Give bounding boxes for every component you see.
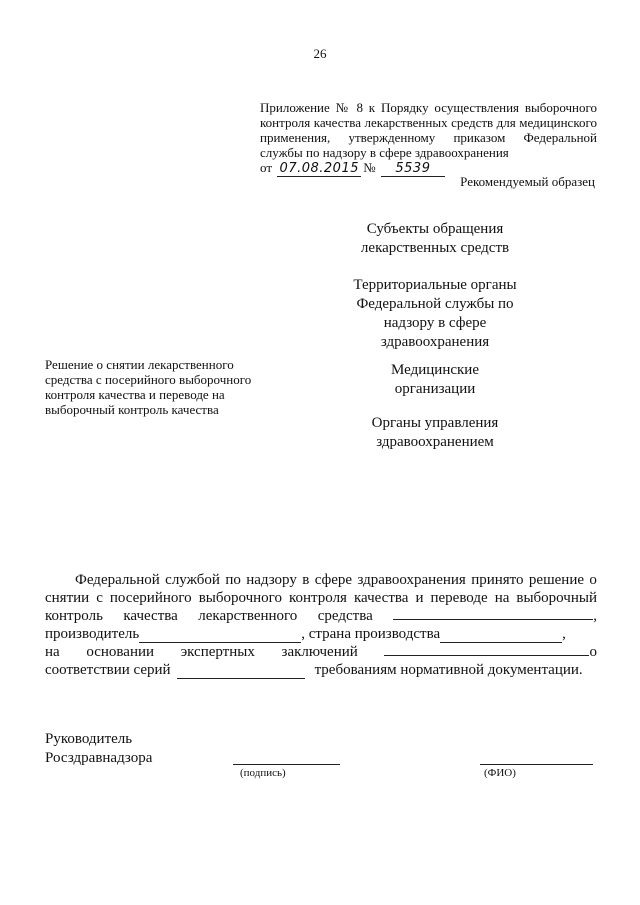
name-line[interactable] xyxy=(480,764,593,765)
signature-caption: (подпись) xyxy=(240,767,286,779)
manufacturer-blank[interactable] xyxy=(139,629,301,643)
body-line-2: снятии с посерийного выборочного контроля качества и переводе на выборочный xyxy=(45,590,597,606)
body-line-3: контроль качества лекарственного средства , xyxy=(45,608,597,624)
expert-conclusions-blank[interactable] xyxy=(384,642,589,656)
signatory-position: Руководитель Росздравнадзора xyxy=(45,731,153,766)
recommended-sample-label: Рекомендуемый образец xyxy=(460,174,595,189)
addressee-1: Субъекты обращения лекарственных средств xyxy=(360,221,510,256)
order-number: 5539 xyxy=(381,161,445,177)
addressee-3: Медицинские организации xyxy=(391,362,479,397)
decision-title: Решение о снятии лекарственного средства с посерийного выборочного контроля качества и переводе на выборочный контроль качества xyxy=(45,357,252,417)
addressee-4: Органы управления здравоохранением xyxy=(371,415,499,450)
appendix-line: контроля качества лекарственных средств для медицинского xyxy=(260,115,597,130)
decision-body xyxy=(45,571,597,679)
page-number: 26 xyxy=(313,46,327,61)
body-line-5: на основании экспертных заключений о xyxy=(45,644,597,660)
body-line-1: Федеральной службой по надзору в сфере здравоохранения принято решение о xyxy=(75,572,597,588)
addressee-2: Территориальные органы Федеральной службы по надзору в сфере здравоохранения xyxy=(353,277,517,350)
appendix-line: службы по надзору в сфере здравоохранения xyxy=(260,145,509,160)
appendix-line: Приложение № 8 к Порядку осуществления выборочного xyxy=(260,100,597,115)
drug-name-blank[interactable] xyxy=(393,606,593,620)
body-line-6: соответствии серий требованиям нормативной документации. xyxy=(45,662,583,678)
order-date: 07.08.2015 xyxy=(277,161,361,177)
name-caption: (ФИО) xyxy=(484,767,516,779)
signature-line[interactable] xyxy=(233,764,340,765)
body-line-4: производитель , страна производства , xyxy=(45,626,566,642)
country-blank[interactable] xyxy=(440,629,562,643)
series-blank[interactable] xyxy=(177,665,305,679)
number-label: № xyxy=(363,160,376,175)
appendix-line: применения, утвержденному приказом Федеральной xyxy=(260,130,597,145)
appendix-note xyxy=(260,100,597,176)
from-label: от xyxy=(260,160,273,175)
